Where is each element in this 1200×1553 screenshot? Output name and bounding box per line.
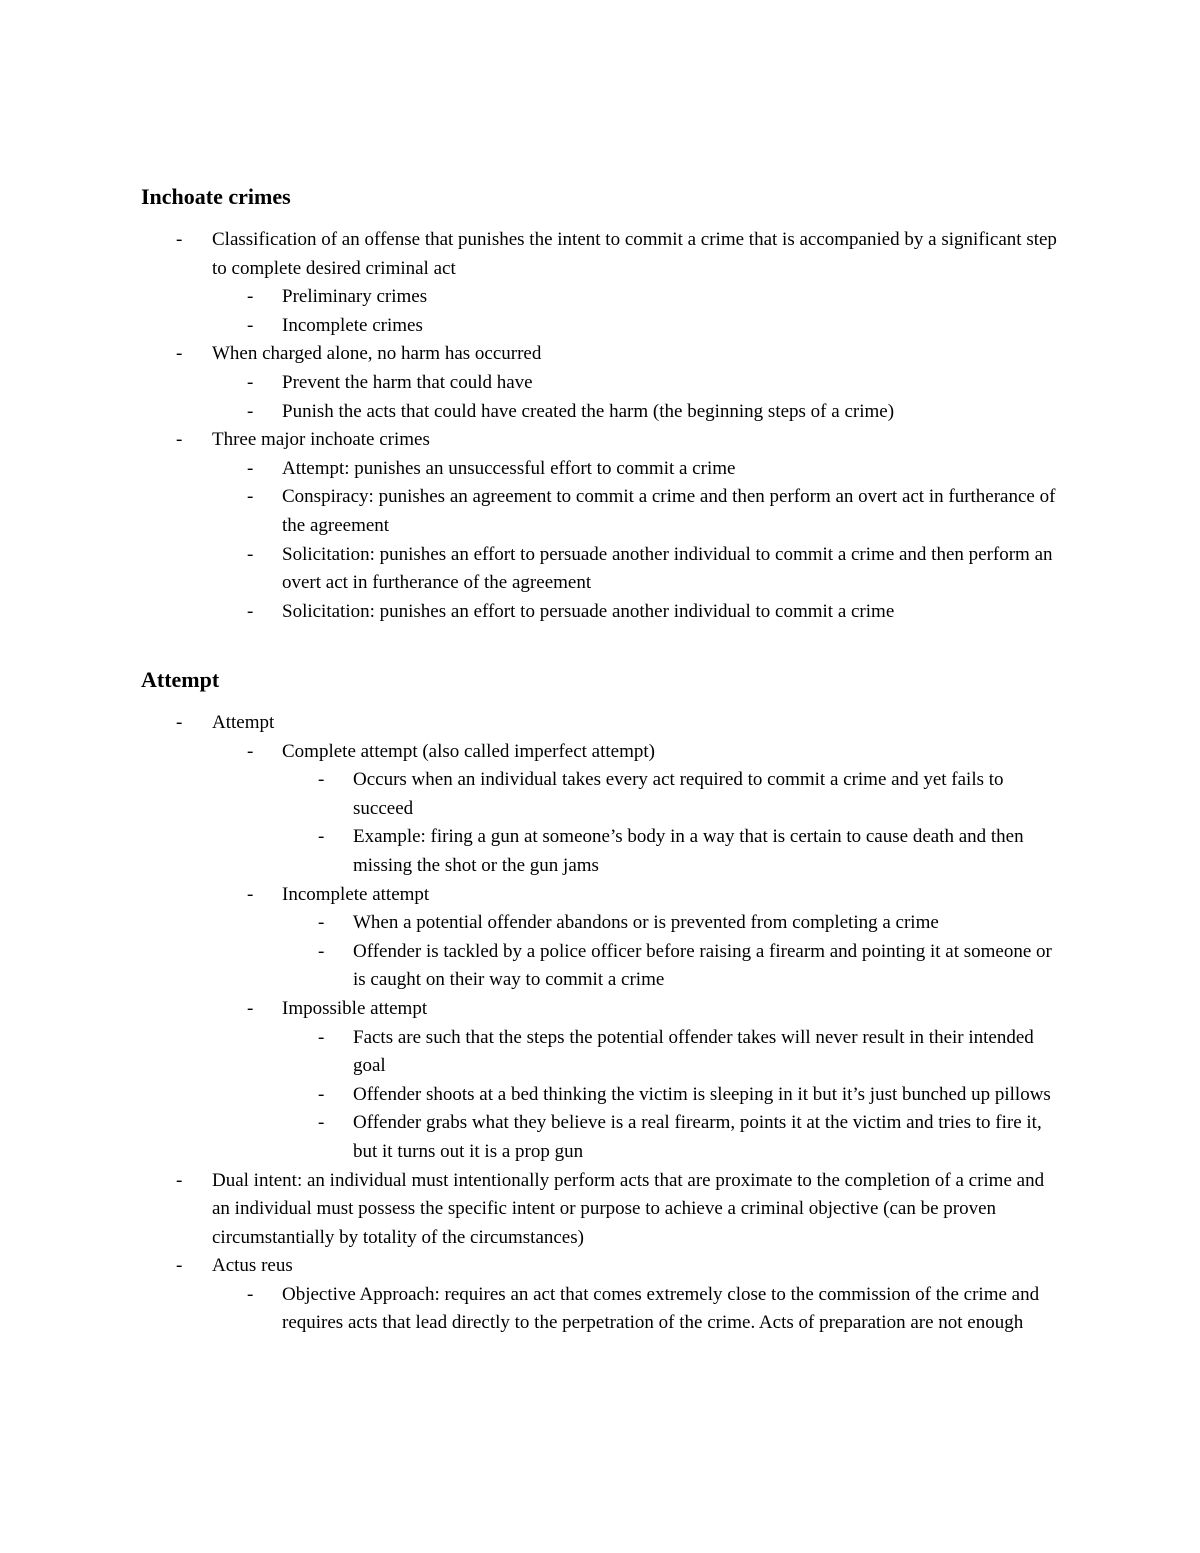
list-item xyxy=(0,766,1200,823)
list-item xyxy=(0,1281,1200,1338)
bullet-dash: - xyxy=(247,600,254,622)
list-item xyxy=(0,1109,1200,1166)
bullet-dash: - xyxy=(247,314,254,336)
list-item xyxy=(0,398,1200,427)
list-item-text: Attempt xyxy=(212,712,275,733)
bullet-dash: - xyxy=(247,883,254,905)
list-item-text: Attempt: punishes an unsuccessful effort to commit a crime xyxy=(282,457,736,479)
list-item xyxy=(0,709,1200,738)
list-item xyxy=(0,483,1200,540)
list-item-text: Objective Approach: requires an act that comes extremely close to the commission of the crime and requires acts that lead directly to the perpetration of the crime. Acts of preparation are not enough xyxy=(282,1283,1040,1334)
list-item xyxy=(0,426,1200,455)
attempt-list xyxy=(0,709,1200,1338)
bullet-dash: - xyxy=(247,740,254,762)
list-item xyxy=(0,1167,1200,1253)
section-heading-attempt: Attempt xyxy=(141,667,220,692)
list-item-text: Facts are such that the steps the potential offender takes will never result in their intended goal xyxy=(353,1026,1034,1077)
bullet-dash: - xyxy=(318,1083,325,1105)
bullet-dash: - xyxy=(318,826,325,848)
list-item xyxy=(0,455,1200,484)
list-item xyxy=(0,909,1200,938)
list-item xyxy=(0,1081,1200,1110)
bullet-dash: - xyxy=(247,457,254,479)
bullet-dash: - xyxy=(318,940,325,962)
list-item-text: Impossible attempt xyxy=(282,997,428,1019)
list-item xyxy=(0,1024,1200,1081)
list-item xyxy=(0,369,1200,398)
bullet-dash: - xyxy=(247,400,254,422)
bullet-dash: - xyxy=(247,486,254,508)
bullet-dash: - xyxy=(318,1112,325,1134)
list-item-text: Three major inchoate crimes xyxy=(212,429,430,451)
list-item-text: Solicitation: punishes an effort to persuade another individual to commit a crime and then perform an overt act in furtherance of the agreement xyxy=(282,543,1053,594)
bullet-dash: - xyxy=(247,371,254,393)
list-item-text: Offender grabs what they believe is a real firearm, points it at the victim and tries to fire it, but it turns out it is a prop gun xyxy=(353,1112,1042,1162)
section-heading-inchoate-crimes: Inchoate crimes xyxy=(141,184,291,209)
bullet-dash: - xyxy=(176,343,183,365)
list-item xyxy=(0,226,1200,283)
list-item xyxy=(0,598,1200,627)
list-item-text: Occurs when an individual takes every act required to commit a crime and yet fails to succeed xyxy=(353,769,1004,819)
inchoate-crimes-list xyxy=(0,226,1200,626)
bullet-dash: - xyxy=(176,429,183,451)
list-item-text: Punish the acts that could have created the harm (the beginning steps of a crime) xyxy=(282,400,895,422)
list-item xyxy=(0,541,1200,598)
list-item xyxy=(0,938,1200,995)
list-item xyxy=(0,312,1200,341)
list-item-text: Solicitation: punishes an effort to persuade another individual to commit a crime xyxy=(282,600,895,622)
bullet-dash: - xyxy=(176,712,183,733)
list-item xyxy=(0,1252,1200,1281)
list-item-text: Offender shoots at a bed thinking the victim is sleeping in it but it’s just bunched up pillows xyxy=(353,1083,1051,1105)
list-item-text: Classification of an offense that punishes the intent to commit a crime that is accompanied by a significant step to complete desired criminal act xyxy=(212,229,1057,279)
list-item xyxy=(0,881,1200,910)
list-item xyxy=(0,340,1200,369)
list-item-text: Example: firing a gun at someone’s body in a way that is certain to cause death and then missing the shot or the gun jams xyxy=(353,826,1024,876)
list-item xyxy=(0,283,1200,312)
bullet-dash: - xyxy=(176,1255,183,1277)
list-item xyxy=(0,738,1200,767)
list-item-text: Actus reus xyxy=(212,1255,293,1277)
list-item-text: Prevent the harm that could have xyxy=(282,371,533,393)
list-item-text: Complete attempt (also called imperfect attempt) xyxy=(282,740,655,762)
list-item-text: Conspiracy: punishes an agreement to commit a crime and then perform an overt act in furtherance of the agreement xyxy=(282,486,1056,536)
bullet-dash: - xyxy=(247,286,254,308)
list-item-text: Preliminary crimes xyxy=(282,286,428,308)
bullet-dash: - xyxy=(176,1169,183,1191)
bullet-dash: - xyxy=(318,912,325,934)
list-item xyxy=(0,995,1200,1024)
list-item-text: Offender is tackled by a police officer before raising a firearm and pointing it at someone or is caught on their way to commit a crime xyxy=(353,940,1052,991)
list-item-text: Dual intent: an individual must intentionally perform acts that are proximate to the completion of a crime and an individual must possess the specific intent or purpose to achieve a criminal objective (can be proven circumstantially by totality of the circumstances) xyxy=(212,1169,1045,1248)
bullet-dash: - xyxy=(247,543,254,565)
list-item-text: When a potential offender abandons or is prevented from completing a crime xyxy=(353,912,939,934)
bullet-dash: - xyxy=(247,1283,254,1305)
list-item xyxy=(0,823,1200,880)
bullet-dash: - xyxy=(176,229,183,250)
list-item-text: Incomplete attempt xyxy=(282,883,430,905)
bullet-dash: - xyxy=(247,997,254,1019)
bullet-dash: - xyxy=(318,769,325,791)
list-item-text: Incomplete crimes xyxy=(282,314,423,336)
bullet-dash: - xyxy=(318,1026,325,1048)
list-item-text: When charged alone, no harm has occurred xyxy=(212,343,542,365)
